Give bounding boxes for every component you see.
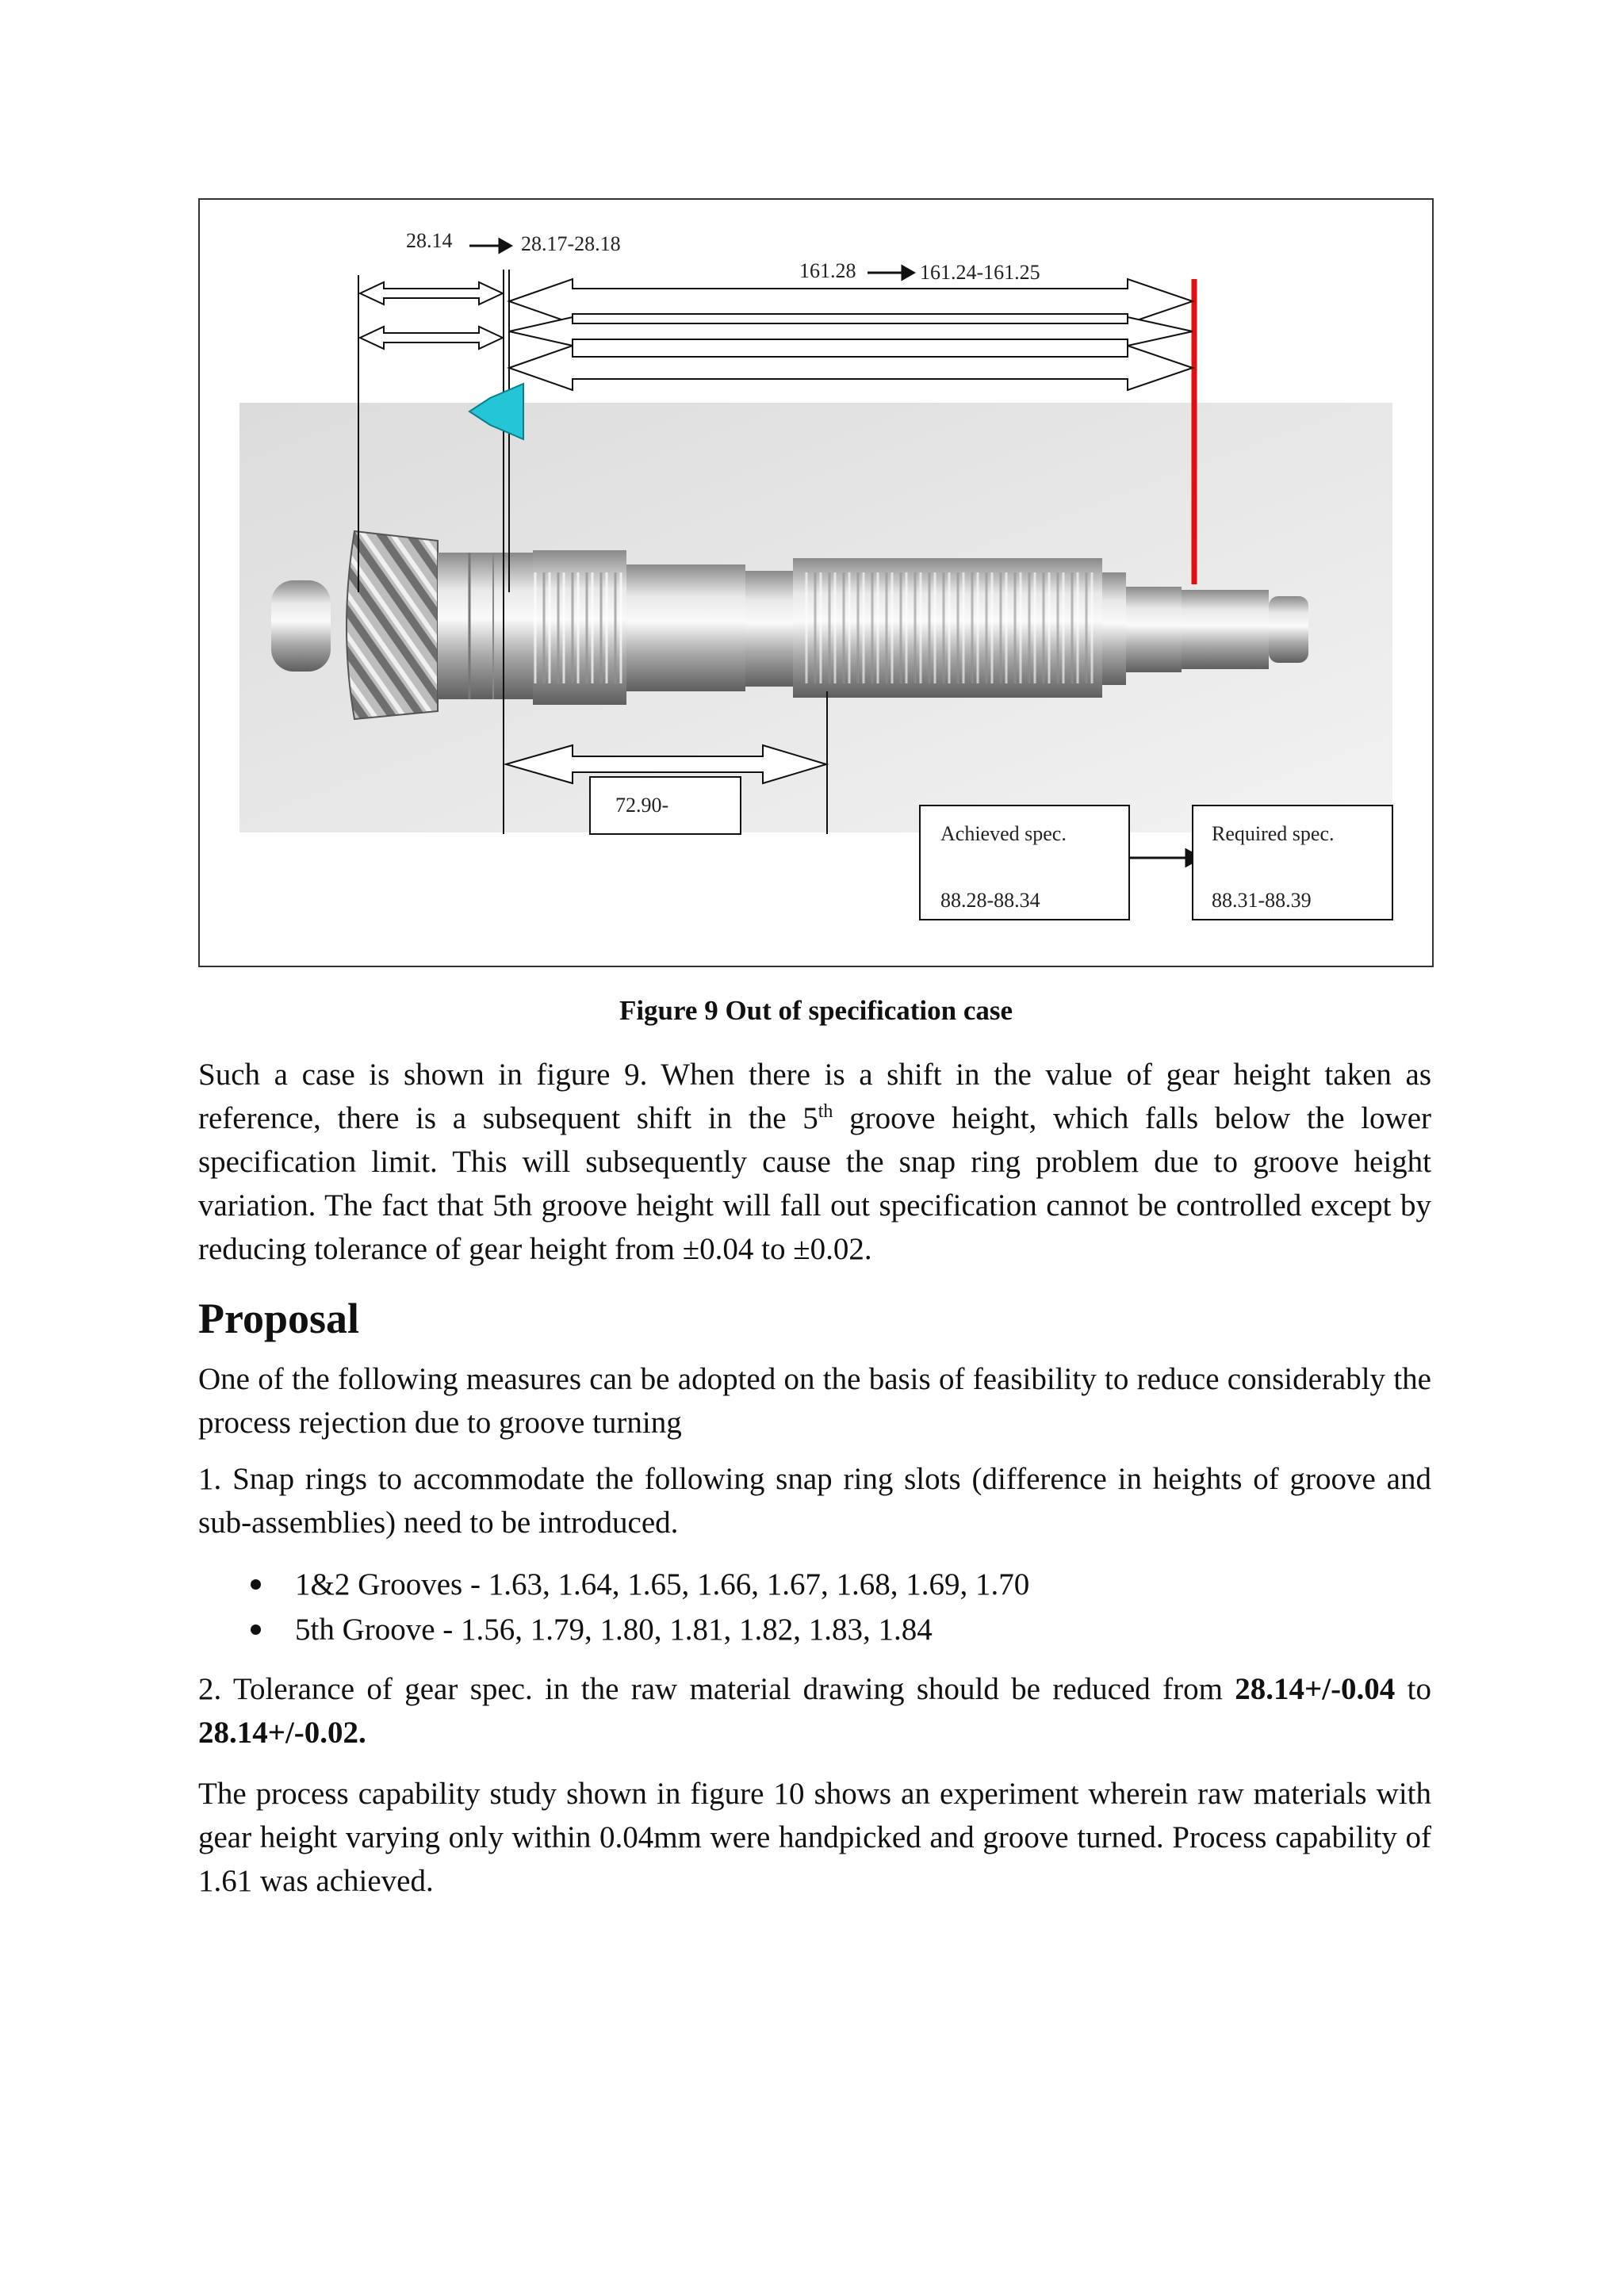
label-length-to: 161.24-161.25 [920, 261, 1040, 284]
label-length-from: 161.28 [799, 259, 856, 282]
paragraph-3: 1. Snap rings to accommodate the following snap ring slots (difference in heights of groove and sub-assemblies) need to be introduced. [198, 1462, 1431, 1540]
section-heading-proposal: Proposal [198, 1295, 360, 1342]
paragraph-4: 2. Tolerance of gear spec. in the raw material drawing should be reduced from 28.14+/-0.04 to 28.14+/-0.02. [198, 1672, 1431, 1750]
dim-arrow-gear-2 [360, 327, 503, 349]
dim-arrow-length-3 [509, 346, 1193, 390]
label-gear-from: 28.14 [406, 229, 453, 252]
figure-9-frame [198, 198, 1434, 967]
achieved-spec-title: Achieved spec. [940, 822, 1067, 845]
bullet-list [198, 1562, 1431, 1652]
figure-caption: Figure 9 Out of specification case [619, 995, 1013, 1026]
paragraph-2: One of the following measures can be adopted on the basis of feasibility to reduce considerably the process rejection due to groove turning [198, 1362, 1431, 1440]
dim-arrow-length-2 [509, 317, 1193, 346]
dim-arrow-gear-1 [360, 282, 503, 304]
paragraph-1: Such a case is shown in figure 9. When there is a shift in the value of gear height taken as reference, there is a subsequent shift in the 5th groove height, which falls below the lower specification limit. This will subsequently cause the snap ring problem due to groove height variation. The fact that 5th groove height will fall out specification cannot be controlled except by reducing tolerance of gear height from ±0.04 to ±0.02. [198, 1058, 1431, 1266]
paragraph-5: The process capability study shown in figure 10 shows an experiment wherein raw materials with gear height varying only within 0.04mm were handpicked and groove turned. Process capability of 1.61 was achieved. [198, 1777, 1431, 1898]
bullet-icon [251, 1579, 261, 1590]
list-item: 5th Groove - 1.56, 1.79, 1.80, 1.81, 1.82, 1.83, 1.84 [198, 1607, 1431, 1652]
required-spec-value: 88.31-88.39 [1212, 889, 1312, 912]
list-item: 1&2 Grooves - 1.63, 1.64, 1.65, 1.66, 1.67, 1.68, 1.69, 1.70 [198, 1562, 1431, 1607]
achieved-spec-value: 88.28-88.34 [940, 889, 1040, 912]
bullet-icon [251, 1624, 261, 1635]
required-spec-title: Required spec. [1212, 822, 1335, 845]
label-72: 72.90- [615, 794, 669, 817]
label-gear-to: 28.17-28.18 [521, 232, 621, 255]
dim-arrow-length-1 [509, 279, 1193, 323]
shaft-diagram [200, 200, 1432, 966]
